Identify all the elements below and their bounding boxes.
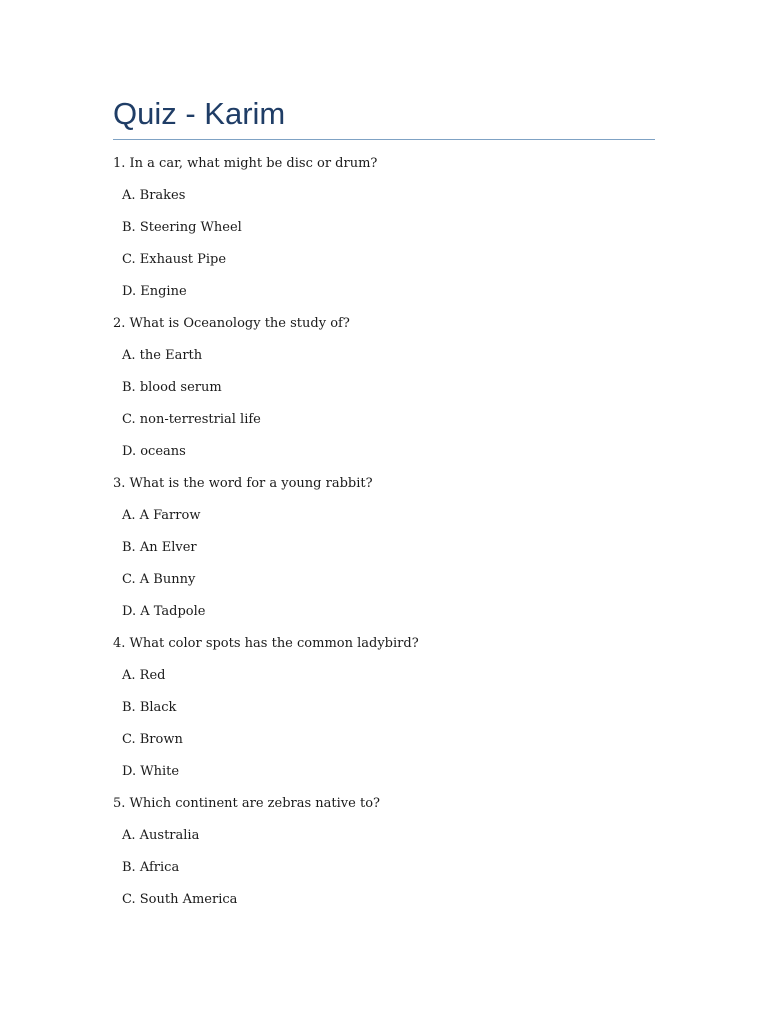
question-text: 1. In a car, what might be disc or drum? [113, 156, 378, 171]
answer-option: A. A Farrow [122, 508, 201, 523]
answer-option: B. Black [122, 700, 177, 715]
question-block [113, 796, 655, 924]
question-block [113, 316, 655, 476]
answer-option: D. White [122, 764, 180, 779]
question-text: 4. What color spots has the common ladybird? [113, 636, 419, 651]
quiz-list [113, 156, 655, 924]
answer-option: D. Engine [122, 284, 187, 299]
answer-option: B. blood serum [122, 380, 222, 395]
question-block [113, 156, 655, 316]
answer-option: A. Australia [122, 828, 200, 843]
answer-option: B. Steering Wheel [122, 220, 242, 235]
answer-option: C. South America [122, 892, 238, 907]
question-text: 5. Which continent are zebras native to? [113, 796, 380, 811]
answer-option: C. non-terrestrial life [122, 412, 261, 427]
answer-option: B. Africa [122, 860, 180, 875]
answer-option: D. oceans [122, 444, 186, 459]
answer-option: A. Red [122, 668, 166, 683]
question-text: 3. What is the word for a young rabbit? [113, 476, 373, 491]
answer-option: D. A Tadpole [122, 604, 206, 619]
answer-option: A. the Earth [122, 348, 203, 363]
answer-option: C. A Bunny [122, 572, 196, 587]
question-text: 2. What is Oceanology the study of? [113, 316, 350, 331]
question-block [113, 636, 655, 796]
question-block [113, 476, 655, 636]
answer-option: C. Exhaust Pipe [122, 252, 227, 267]
document-title: Quiz - Karim [113, 96, 286, 131]
answer-option: C. Brown [122, 732, 183, 747]
answer-option: B. An Elver [122, 540, 197, 555]
title-divider [113, 139, 655, 140]
document-page [113, 0, 655, 924]
answer-option: A. Brakes [122, 188, 186, 203]
